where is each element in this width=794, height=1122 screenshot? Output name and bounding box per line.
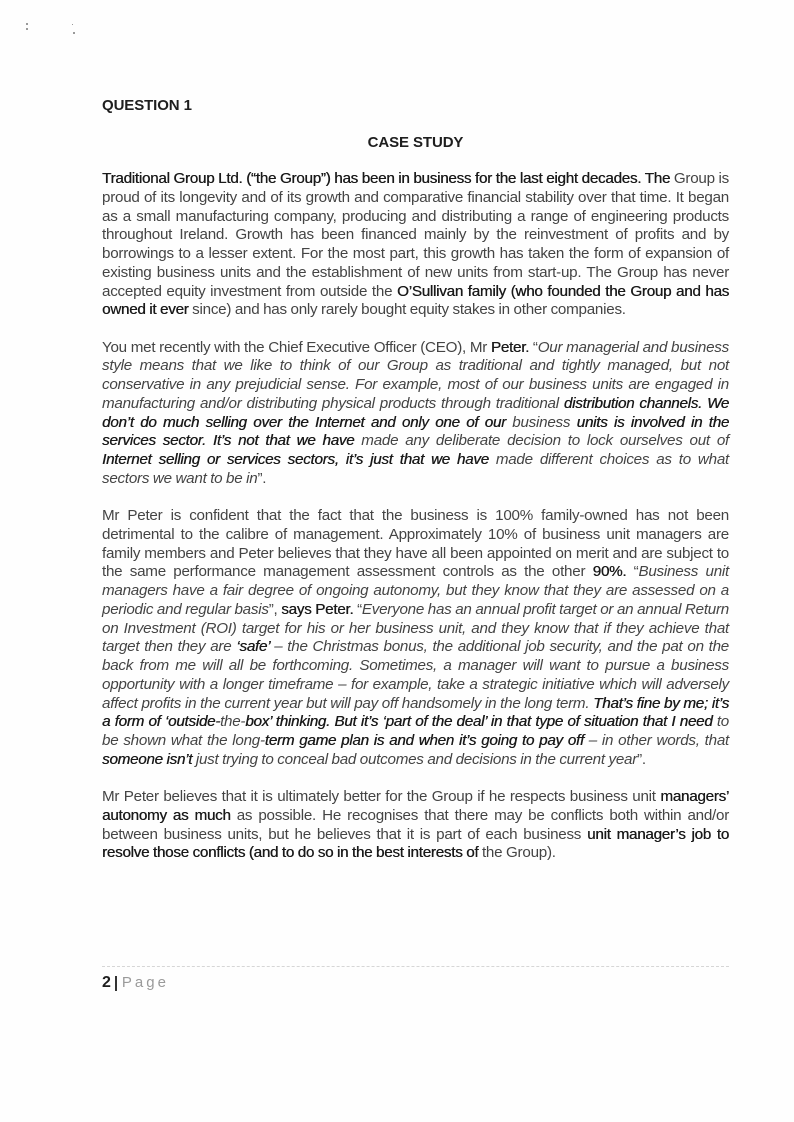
text-segment: distribution channels. We don’t do much selling over the Internet and only one of our xyxy=(102,394,729,431)
text-segment: – the Christmas bonus, the additional job security, and the pat on the back from me will all be forthcoming. Sometimes, a manager will want to pursue a business opportunity with a longer timeframe – for example, take a strategic initiative which will adversely affect profits in the current year but will pay off handsomely in the long term. xyxy=(102,638,730,712)
scan-artifacts xyxy=(0,0,100,40)
paragraph-company-background xyxy=(102,170,729,320)
text-segment: term game plan is and when it’s going to pay off xyxy=(264,732,584,749)
text-segment: since) and has only rarely bought equity stakes in other companies. xyxy=(188,301,626,319)
paragraph-manager-autonomy xyxy=(102,788,729,863)
text-segment: Everyone has an annual profit target or an annual Return on Investment (ROI) target for his or her business unit, and they know that if they achieve that target then they are xyxy=(102,600,730,656)
text-segment: ”, xyxy=(268,600,282,618)
text-segment: O’Sullivan family (who founded the Group and has owned it ever xyxy=(102,282,730,319)
text-segment: someone isn’t xyxy=(102,750,193,768)
text-segment: Internet selling or services sectors, it’s just that we have xyxy=(102,451,489,468)
text-segment: ”. xyxy=(257,469,267,487)
text-segment: box’ thinking. But it’s ‘part of the deal’ in that type of situation that I need xyxy=(245,713,713,731)
text-segment: “ xyxy=(353,600,362,618)
text-segment: to be shown what the long- xyxy=(102,713,729,749)
text-segment: units is involved in the services sector. It’s not that we have xyxy=(102,413,730,450)
page-label: Page xyxy=(121,974,169,991)
text-segment: – in other words, that xyxy=(583,732,729,749)
footer-divider xyxy=(102,966,729,967)
text-segment: just trying to conceal bad outcomes and decisions in the current year xyxy=(192,750,638,768)
text-segment: You met recently with the Chief Executive Officer (CEO), Mr xyxy=(102,338,491,356)
text-segment: made different choices as to what sectors we want to be in xyxy=(102,451,730,487)
text-segment: made any deliberate decision to lock ourselves out of xyxy=(354,432,729,450)
case-study-title: CASE STUDY xyxy=(367,134,464,151)
text-segment: business xyxy=(505,413,577,431)
text-segment: Our managerial and business style means that we like to think of our Group as traditional and tightly managed, but not conservative in any prejudicial sense. For example, most of our business units are engaged in manufacturing and/or distributing physical products through traditional xyxy=(102,338,729,412)
scan-speck xyxy=(26,23,28,25)
text-segment: ”. xyxy=(637,750,646,768)
text-segment: Business unit managers have a fair degree of ongoing autonomy, but they know that they are assessed on a periodic and regular basis xyxy=(102,563,729,618)
scan-speck xyxy=(73,32,75,34)
text-segment: “ xyxy=(529,338,538,356)
page-separator xyxy=(115,976,117,991)
document-page xyxy=(102,96,729,863)
text-segment: says Peter. xyxy=(281,600,354,618)
paragraph-management-assessment xyxy=(102,507,729,770)
text-segment: 90%. xyxy=(592,563,627,581)
page-indicator xyxy=(102,973,729,993)
question-heading: QUESTION 1 xyxy=(102,97,192,114)
text-segment: as possible. He recognises that there may be conflicts both within and/or between business units, but he believes that it is part of each business xyxy=(102,806,730,843)
scan-speck xyxy=(72,24,73,25)
paragraph-ceo-meeting xyxy=(102,339,729,489)
page-footer xyxy=(102,966,729,993)
text-segment: the Group). xyxy=(478,844,556,862)
text-segment: ‘safe’ xyxy=(236,638,270,656)
page-number: 2 xyxy=(102,974,111,991)
text-segment: managers’ autonomy as much xyxy=(102,788,729,824)
text-segment: Traditional Group Ltd. (“the Group”) has been in business for the last eight decades. The xyxy=(102,170,671,187)
text-segment: unit manager’s job to resolve those conflicts (and to do so in the best interests of xyxy=(102,825,729,862)
text-segment: “ xyxy=(626,563,639,581)
text-segment: That’s fine by me; it’s a form of ‘outside- xyxy=(102,694,729,731)
text-segment: the- xyxy=(220,713,246,731)
text-segment: Mr Peter is confident that the fact that the business is 100% family-owned has not been detrimental to the calibre of management. Approximately 10% of business unit managers are family members and Peter believes that they have all been appointed on merit and are subject to the same performance management assessment controls as the other xyxy=(102,507,729,581)
text-segment: Group is proud of its longevity and of its growth and comparative financial stability over that time. It began as a small manufacturing company, producing and distributing a range of engineering products throughout Ireland. Growth has been financed mainly by the reinvestment of profits and by borrowings to a lesser extent. For the most part, this growth has taken the form of expansion of existing business units and the establishment of new units from start-up. The Group has never accepted equity investment from outside the xyxy=(102,170,729,300)
text-segment: Mr Peter believes that it is ultimately better for the Group if he respects business unit xyxy=(102,788,661,805)
scan-speck xyxy=(26,28,28,30)
text-segment: Peter. xyxy=(490,338,530,356)
